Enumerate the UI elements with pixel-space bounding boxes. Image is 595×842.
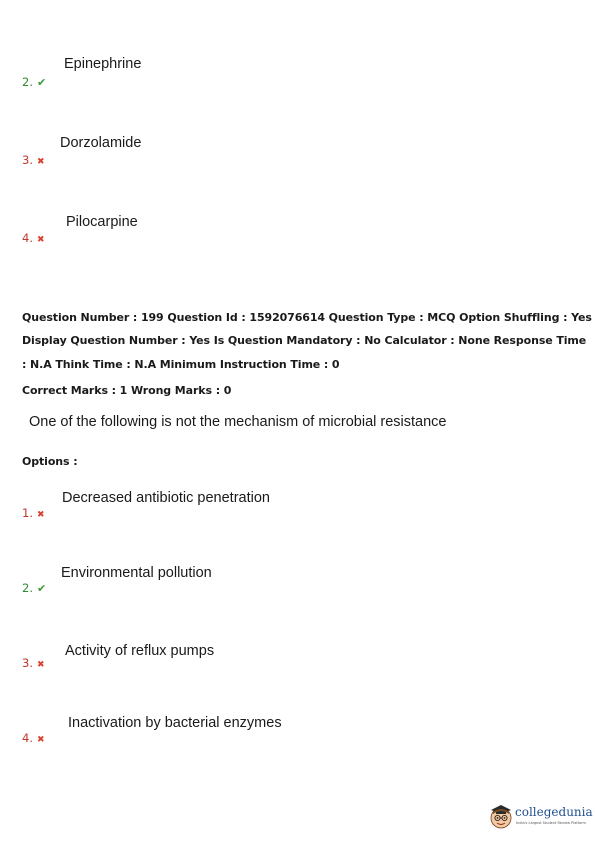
option-number [22,581,46,595]
question-meta-line: Question Number : 199 Question Id : 1592076614 Question Type : MCQ Option Shuffling : Yes [22,311,592,324]
option-number [22,75,46,89]
logo-tagline: India's Largest Student Review Platform [516,821,586,825]
option-text: Environmental pollution [61,565,212,581]
option-number-label: 4. [22,231,33,245]
option-number [22,153,45,167]
cross-icon: ✖ [36,235,45,245]
check-icon: ✔ [36,582,47,595]
cross-icon: ✖ [36,510,45,520]
question-text: One of the following is not the mechanism of microbial resistance [29,414,447,430]
option-text: Activity of reflux pumps [65,643,215,659]
option-number-label: 2. [22,75,33,89]
question-meta-line: : N.A Think Time : N.A Minimum Instruction Time : 0 [22,358,340,371]
cross-icon: ✖ [36,660,45,670]
check-icon: ✔ [36,76,47,89]
collegedunia-logo [488,800,593,832]
option-text: Epinephrine [64,56,142,72]
option-number [22,656,45,670]
cross-icon: ✖ [36,157,45,167]
options-label: Options : [22,455,78,468]
option-number [22,506,45,520]
option-number-label: 2. [22,581,33,595]
question-marks: Correct Marks : 1 Wrong Marks : 0 [22,384,232,397]
question-meta-line: Display Question Number : Yes Is Question Mandatory : No Calculator : None Response Time [22,334,587,347]
logo-brand-text: collegedunia [515,805,593,819]
option-number-label: 4. [22,731,33,745]
option-number-label: 1. [22,506,33,520]
mascot-icon [488,800,514,832]
option-text: Decreased antibiotic penetration [62,490,270,506]
option-number [22,231,45,245]
option-number-label: 3. [22,656,33,670]
cross-icon: ✖ [36,735,45,745]
option-text: Dorzolamide [60,135,142,151]
option-text: Pilocarpine [66,214,138,230]
option-text: Inactivation by bacterial enzymes [68,715,282,731]
option-number-label: 3. [22,153,33,167]
option-number [22,731,45,745]
